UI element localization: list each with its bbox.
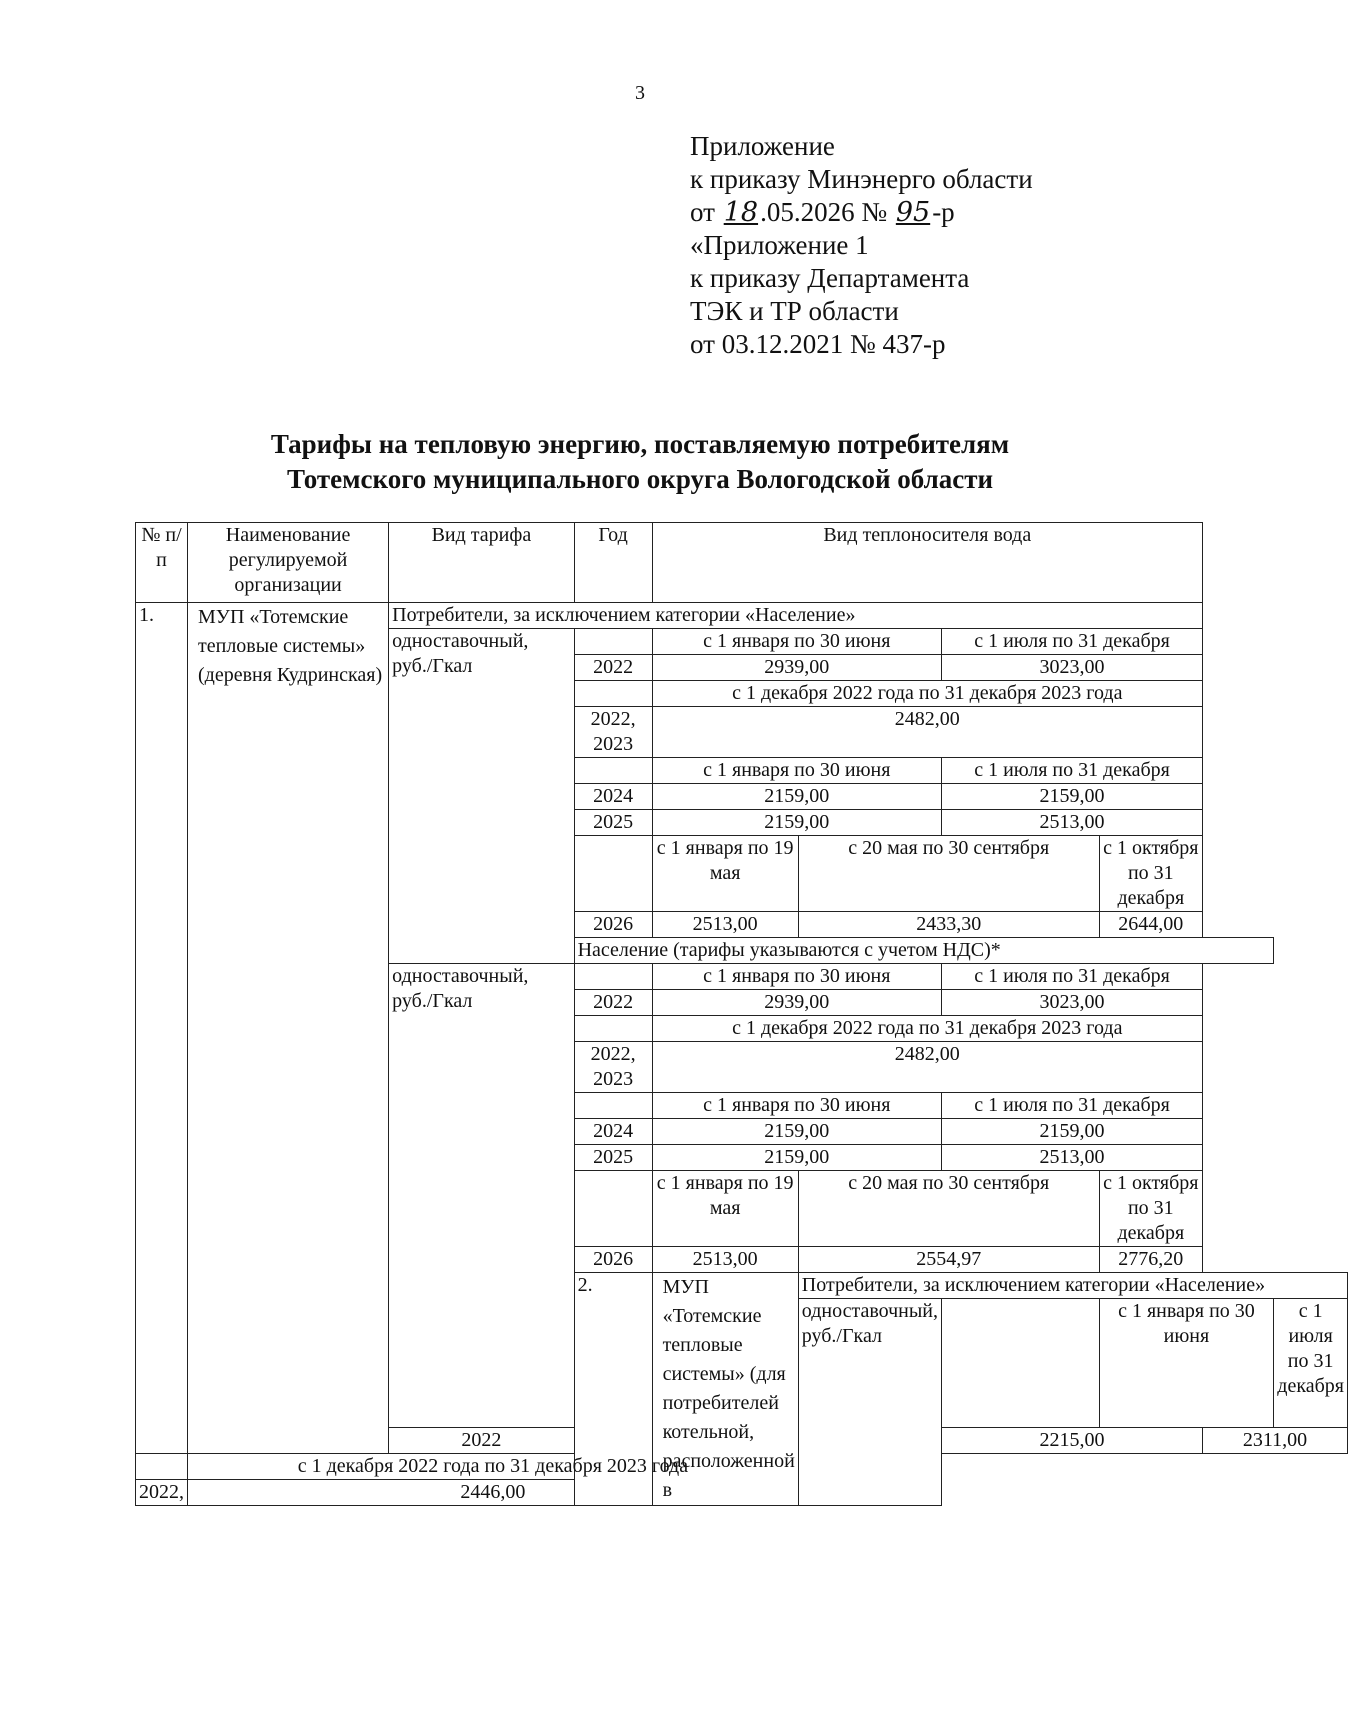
table-row <box>136 1480 1348 1506</box>
value-cell: 2159,00 <box>942 1119 1203 1145</box>
category-title: Потребители, за исключением категории «Население» <box>389 603 1203 629</box>
handwritten-number: 95 <box>895 197 931 228</box>
value-cell: 2446,00 <box>188 1480 799 1506</box>
year-cell: 2025 <box>574 810 652 836</box>
value-cell: 2513,00 <box>942 810 1203 836</box>
year-cell: 2025 <box>574 1145 652 1171</box>
year-cell: 2022, <box>136 1480 188 1506</box>
org-number: 2. <box>574 1273 652 1506</box>
value-cell: 2159,00 <box>652 810 941 836</box>
tariff-type: одноставочный, руб./Гкал <box>798 1299 941 1506</box>
value-cell: 2482,00 <box>652 707 1202 758</box>
year-cell <box>574 681 652 707</box>
category-title: Потребители, за исключением категории «Население» <box>798 1273 1347 1299</box>
page-number: 3 <box>635 82 645 104</box>
year-cell <box>574 1016 652 1042</box>
header-carrier: Вид теплоносителя вода <box>652 523 1202 603</box>
period-cell: с 1 июля по 31 декабря <box>942 1093 1203 1119</box>
period-cell: с 1 января по 30 июня <box>652 964 941 990</box>
title-line: Тарифы на тепловую энергию, поставляемую потребителям <box>270 429 1010 459</box>
year-cell <box>574 1093 652 1119</box>
appendix-line: от 03.12.2021 № 437-р <box>690 329 946 359</box>
period-cell: с 1 января по 19 мая <box>652 1171 798 1247</box>
year-cell: 2022 <box>389 1428 574 1454</box>
value-cell: 3023,00 <box>942 655 1203 681</box>
period-cell: с 1 декабря 2022 года по 31 декабря 2023 года <box>652 1016 1202 1042</box>
value-cell: 2644,00 <box>1099 912 1202 938</box>
tariff-type: одноставочный, руб./Гкал <box>389 629 574 964</box>
header-year: Год <box>574 523 652 603</box>
year-cell: 2022, 2023 <box>574 1042 652 1093</box>
value-cell: 2159,00 <box>652 784 941 810</box>
period-cell: с 1 января по 30 июня <box>652 1093 941 1119</box>
title-line: Тотемского муниципального округа Вологодской области <box>286 464 994 494</box>
year-cell <box>136 1454 188 1480</box>
value-cell: 2939,00 <box>652 990 941 1016</box>
year-cell: 2022 <box>574 655 652 681</box>
period-cell: с 1 декабря 2022 года по 31 декабря 2023 года <box>652 681 1202 707</box>
header-num: № п/п <box>136 523 188 603</box>
appendix-header <box>690 130 1033 361</box>
org-name: МУП «Тотемские тепловые системы» (для потребителей котельной, расположенной в <box>652 1273 798 1506</box>
header-tariff-type: Вид тарифа <box>389 523 574 603</box>
org-number: 1. <box>136 603 188 1454</box>
appendix-date-suffix: -р <box>932 197 955 227</box>
header-org: Наименование регулируемой организации <box>188 523 389 603</box>
appendix-date-prefix: от <box>690 197 715 227</box>
year-cell: 2026 <box>574 912 652 938</box>
appendix-line: к приказу Департамента <box>690 263 970 293</box>
period-cell: с 1 января по 30 июня <box>652 629 941 655</box>
year-cell: 2024 <box>574 784 652 810</box>
period-cell: с 1 января по 19 мая <box>652 836 798 912</box>
handwritten-day: 18 <box>723 197 759 228</box>
value-cell: 2159,00 <box>652 1119 941 1145</box>
value-cell: 3023,00 <box>942 990 1203 1016</box>
category-title: Население (тарифы указываются с учетом НДС)* <box>574 938 1274 964</box>
period-cell: с 20 мая по 30 сентября <box>798 1171 1099 1247</box>
year-cell <box>574 1171 652 1247</box>
value-cell: 2159,00 <box>652 1145 941 1171</box>
value-cell: 2433,30 <box>798 912 1099 938</box>
value-cell: 2513,00 <box>652 1247 798 1273</box>
document-title <box>0 427 1280 497</box>
period-cell: с 1 декабря 2022 года по 31 декабря 2023 года <box>188 1454 799 1480</box>
period-cell: с 1 октября по 31 декабря <box>1099 836 1202 912</box>
year-cell: 2022, 2023 <box>574 707 652 758</box>
appendix-date-line <box>690 196 1033 229</box>
year-cell <box>942 1299 1100 1428</box>
value-cell: 2215,00 <box>942 1428 1203 1454</box>
value-cell: 2311,00 <box>1203 1428 1348 1454</box>
appendix-line: к приказу Минэнерго области <box>690 164 1033 194</box>
value-cell: 2482,00 <box>652 1042 1202 1093</box>
year-cell: 2026 <box>574 1247 652 1273</box>
tariff-table <box>135 522 1348 1506</box>
period-cell: с 1 июля по 31 декабря <box>942 758 1203 784</box>
table-row <box>136 603 1348 629</box>
period-cell: с 1 июля по 31 декабря <box>942 964 1203 990</box>
value-cell: 2554,97 <box>798 1247 1099 1273</box>
value-cell: 2513,00 <box>942 1145 1203 1171</box>
appendix-line: ТЭК и ТР области <box>690 296 899 326</box>
year-cell <box>574 964 652 990</box>
value-cell: 2776,20 <box>1099 1247 1202 1273</box>
org-name: МУП «Тотемские тепловые системы» (деревня Кудринская) <box>188 603 389 1454</box>
period-cell: с 1 октября по 31 декабря <box>1099 1171 1202 1247</box>
value-cell: 2513,00 <box>652 912 798 938</box>
appendix-date-mid: .05.2026 № <box>760 197 888 227</box>
period-cell: с 1 июля по 31 декабря <box>942 629 1203 655</box>
value-cell: 2939,00 <box>652 655 941 681</box>
value-cell: 2159,00 <box>942 784 1203 810</box>
year-cell <box>574 629 652 655</box>
tariff-type: одноставочный, руб./Гкал <box>389 964 574 1428</box>
period-cell: с 1 июля по 31 декабря <box>1274 1299 1348 1428</box>
period-cell: с 20 мая по 30 сентября <box>798 836 1099 912</box>
year-cell: 2024 <box>574 1119 652 1145</box>
appendix-line: «Приложение 1 <box>690 230 869 260</box>
period-cell: с 1 января по 30 июня <box>1099 1299 1274 1428</box>
period-cell: с 1 января по 30 июня <box>652 758 941 784</box>
year-cell: 2022 <box>574 990 652 1016</box>
year-cell <box>574 758 652 784</box>
appendix-line: Приложение <box>690 131 835 161</box>
table-header-row <box>136 523 1348 603</box>
year-cell <box>574 836 652 912</box>
